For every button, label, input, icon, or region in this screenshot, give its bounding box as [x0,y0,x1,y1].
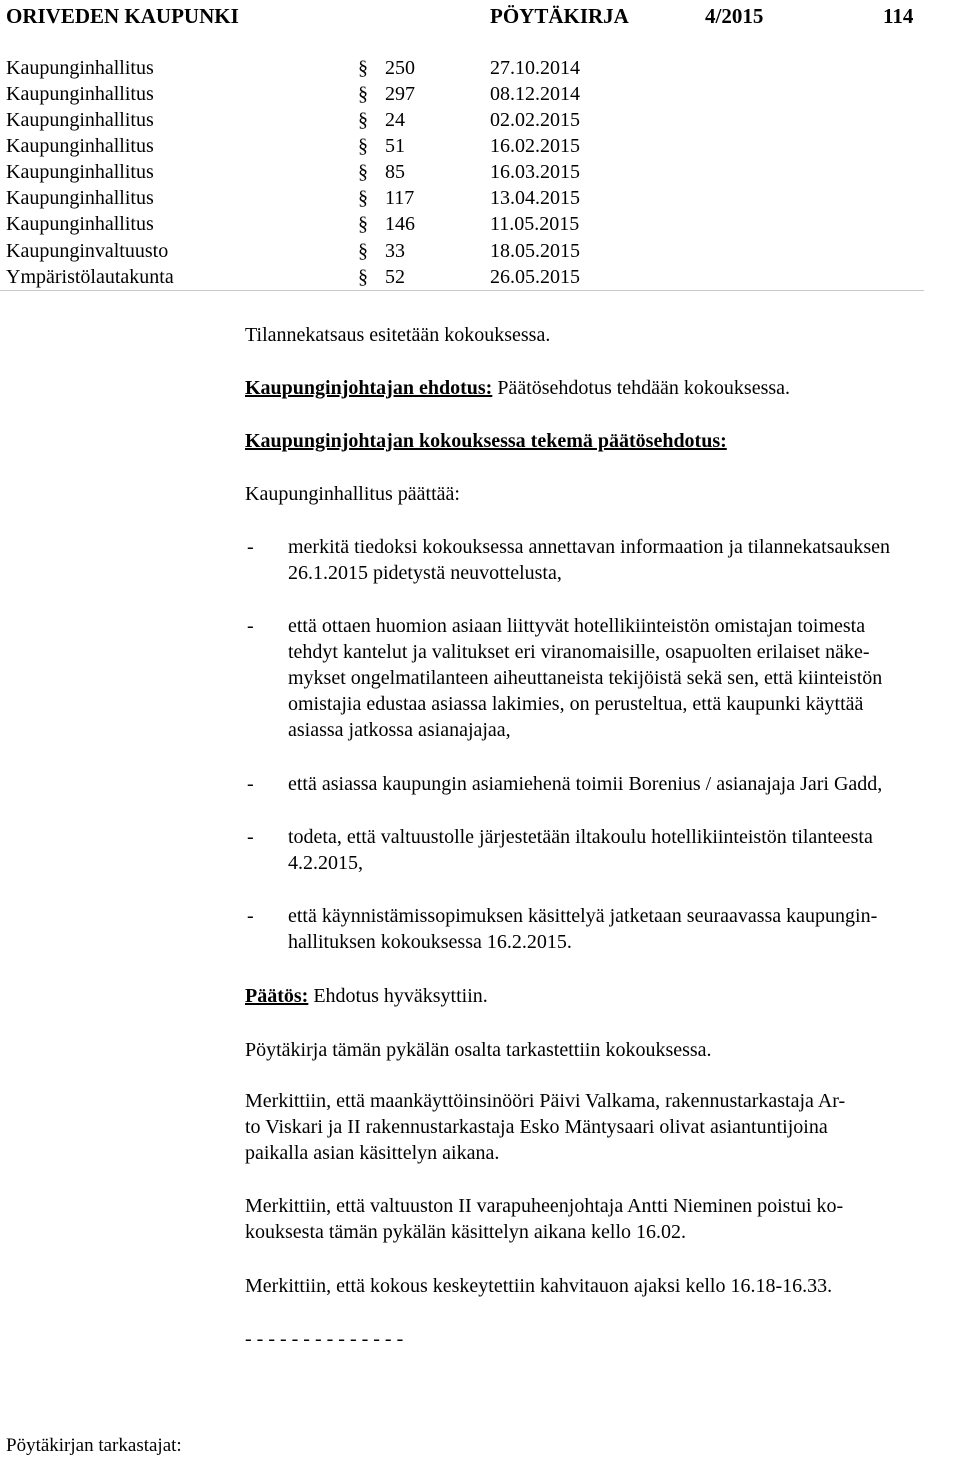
mayor-proposal [245,375,935,401]
history-row [0,57,960,83]
note-line: Merkittiin, että valtuuston II varapuheenjohtaja Antti Nieminen poistui ko- [245,1195,844,1217]
history-body: Kaupunginhallitus [6,187,154,209]
history-date: 08.12.2014 [490,83,580,105]
document-header [0,4,960,30]
bullet-item [288,824,958,876]
bullet-item [288,771,958,797]
history-number: 146 [385,213,415,235]
bullet-item [288,534,958,586]
decision [245,983,935,1009]
section-mark: § [358,187,368,209]
history-date: 13.04.2015 [490,187,580,209]
note-line: to Viskari ja II rakennustarkastaja Esko Mäntysaari olivat asiantuntijoina [245,1116,828,1138]
history-date: 18.05.2015 [490,240,580,262]
mayor-proposal-label: Kaupunginjohtajan ehdotus: [245,377,493,399]
history-date: 27.10.2014 [490,57,580,79]
history-row [0,161,960,187]
history-number: 33 [385,240,405,262]
bullet-dash: - [247,773,254,795]
section-mark: § [358,266,368,288]
history-row [0,109,960,135]
footer-checkers-label: Pöytäkirjan tarkastajat: [6,1435,182,1456]
section-mark: § [358,161,368,183]
note-line: kouksesta tämän pykälän käsittelyn aikana kello 16.02. [245,1221,686,1243]
bullet-line: tehdyt kantelut ja valitukset eri viranomaisille, osapuolten erilaiset näke- [288,641,870,663]
bullet-line: mykset ongelmatilanteen aiheuttaneista tekijöistä sekä sen, että kiinteistön [288,667,883,689]
history-date: 02.02.2015 [490,109,580,131]
note-experts [245,1088,935,1166]
minutes-checked: Pöytäkirja tämän pykälän osalta tarkastettiin kokouksessa. [245,1039,712,1061]
bullet-item [288,613,958,743]
bullet-line: todeta, että valtuustolle järjestetään iltakoulu hotellikiinteistön tilanteesta [288,826,873,848]
bullet-dash: - [247,536,254,558]
history-number: 52 [385,266,405,288]
bullet-line: että käynnistämissopimuksen käsittelyä jatketaan seuraavassa kaupungin- [288,905,878,927]
note-line: Merkittiin, että maankäyttöinsinööri Päivi Valkama, rakennustarkastaja Ar- [245,1090,846,1112]
organization-name: ORIVEDEN KAUPUNKI [6,4,239,28]
bullet-line: 4.2.2015, [288,852,363,874]
bullet-line: asiassa jatkossa asianajajaa, [288,719,511,741]
history-divider [0,290,924,291]
section-mark: § [358,240,368,262]
history-number: 24 [385,109,405,131]
decision-label: Päätös: [245,985,309,1007]
separator-line: - - - - - - - - - - - - - - [245,1328,404,1350]
history-row [0,135,960,161]
bullet-line: merkitä tiedoksi kokouksessa annettavan informaation ja tilannekatsauksen [288,536,891,558]
history-body: Kaupunginhallitus [6,109,154,131]
note-line: paikalla asian käsittelyn aikana. [245,1142,500,1164]
history-body: Kaupunginhallitus [6,213,154,235]
mayor-proposal-text: Päätösehdotus tehdään kokouksessa. [492,377,791,399]
history-number: 250 [385,57,415,79]
history-body: Ympäristölautakunta [6,266,174,288]
history-number: 51 [385,135,405,157]
history-date: 11.05.2015 [490,213,580,235]
section-mark: § [358,109,368,131]
history-number: 85 [385,161,405,183]
decision-text: Ehdotus hyväksyttiin. [308,985,488,1007]
history-number: 117 [385,187,415,209]
history-number: 297 [385,83,415,105]
history-row [0,83,960,109]
history-row [0,240,960,266]
bullet-line: että ottaen huomion asiaan liittyvät hotellikiinteistön omistajan toimesta [288,615,866,637]
history-row [0,266,960,292]
bullet-line: 26.1.2015 pidetystä neuvottelusta, [288,562,562,584]
history-date: 26.05.2015 [490,266,580,288]
note-departure [245,1193,935,1245]
document-type: PÖYTÄKIRJA [490,4,629,28]
bullet-line: omistajia edustaa asiassa lakimies, on perusteltua, että kaupunki käyttää [288,693,864,715]
bullet-dash: - [247,905,254,927]
section-mark: § [358,83,368,105]
history-date: 16.03.2015 [490,161,580,183]
bullet-item [288,903,958,955]
section-mark: § [358,57,368,79]
history-body: Kaupunginhallitus [6,83,154,105]
history-date: 16.02.2015 [490,135,580,157]
section-mark: § [358,135,368,157]
bullet-line: että asiassa kaupungin asiamiehenä toimii Borenius / asianajaja Jari Gadd, [288,773,883,795]
history-row [0,187,960,213]
note-break: Merkittiin, että kokous keskeytettiin kahvitauon ajaksi kello 16.18-16.33. [245,1275,833,1297]
bullet-dash: - [247,615,254,637]
section-mark: § [358,213,368,235]
meeting-proposal-heading: Kaupunginjohtajan kokouksessa tekemä päätösehdotus: [245,430,727,452]
page-number: 114 [883,4,914,28]
issue-number: 4/2015 [705,4,764,28]
status-text: Tilannekatsaus esitetään kokouksessa. [245,324,551,346]
history-row [0,213,960,239]
history-body: Kaupunginhallitus [6,161,154,183]
bullet-line: hallituksen kokouksessa 16.2.2015. [288,931,572,953]
history-body: Kaupunginhallitus [6,135,154,157]
history-body: Kaupunginvaltuusto [6,240,169,262]
board-decides: Kaupunginhallitus päättää: [245,483,460,505]
history-body: Kaupunginhallitus [6,57,154,79]
bullet-dash: - [247,826,254,848]
